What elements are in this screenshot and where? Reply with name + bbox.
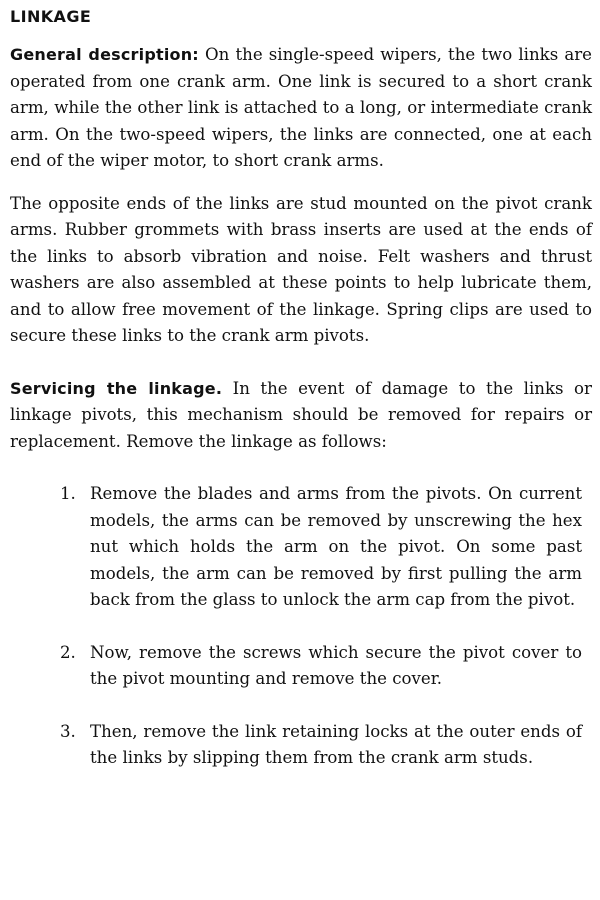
step-number: 3. [60,721,76,741]
step-number: 1. [60,484,76,503]
general-description-text: On the single-speed wipers, the two links are operated from one crank arm. One link is secured to a short crank arm, while the other link is attached to a long, or intermediate crank arm. On the two-speed wipers, the links are connected, one at each end of the wiper motor, to short crank arms. [10,45,592,170]
step-text: Then, remove the link retaining locks at the outer ends of the links by slipping them from the crank arm studs. [90,721,582,767]
removal-steps-list [10,481,592,772]
general-description-paragraph [10,42,592,175]
general-description-label: General description: [10,45,199,64]
step-number: 2. [60,642,76,662]
list-item [60,481,582,614]
servicing-label: Servicing the linkage. [10,378,223,398]
section-title: LINKAGE [10,7,92,26]
stud-mounting-paragraph: The opposite ends of the links are stud mounted on the pivot crank arms. Rubber grommets with brass inserts are used at the ends of the links to absorb vibration and noise. Felt washers and thrust washers are also assembled at these points to help lubricate them, and to allow free movement of the linkage. Spring clips are used to secure these links to the crank arm pivots. [10,193,592,345]
step-text: Now, remove the screws which secure the pivot cover to the pivot mounting and remove the cover. [90,642,582,688]
list-item [60,640,582,693]
list-item [60,719,582,772]
step-text: Remove the blades and arms from the pivots. On current models, the arms can be removed by unscrewing the hex nut which holds the arm on the pivot. On some past models, the arm can be removed by first pulling the arm back from the glass to unlock the arm cap from the pivot. [90,484,582,609]
servicing-paragraph [10,376,592,456]
servicing-text: In the event of damage to the links or linkage pivots, this mechanism should be removed for repairs or replacement. Remove the linkage as follows: [10,378,592,451]
